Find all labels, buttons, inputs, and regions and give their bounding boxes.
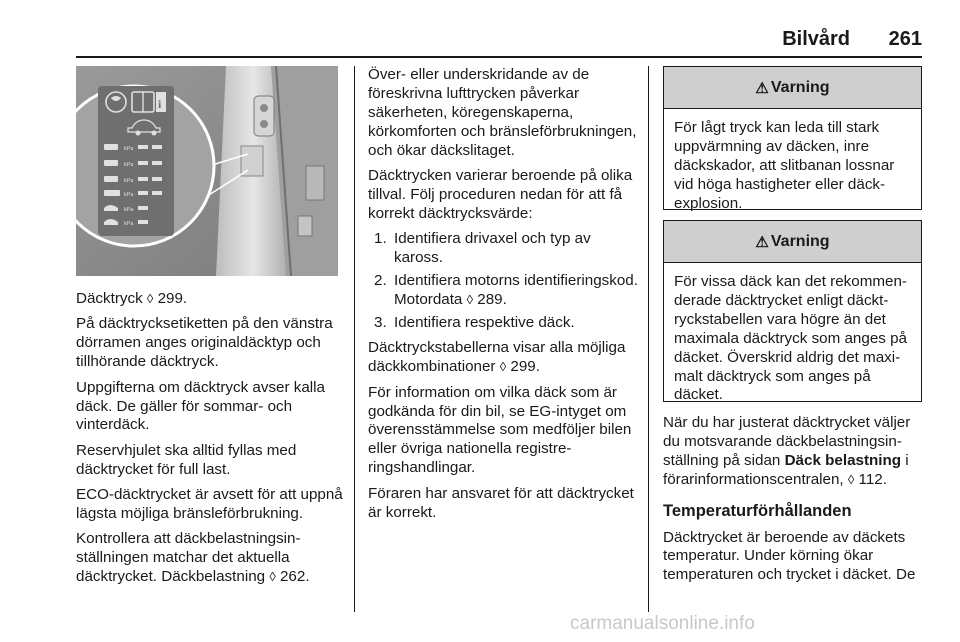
warning-header — [664, 221, 921, 263]
figure-unit-4: kPa — [124, 192, 134, 198]
paragraph-pressure-tables: Däcktryckstabellerna visar alla möjliga däckkombinationer ◊ 299. — [368, 339, 626, 376]
warning-body: För lågt tryck kan leda till stark uppvärmning av däcken, inre däckskador, att slitbanan lossnar vid höga hastigheter eller däckexplosion. — [674, 119, 895, 212]
reference-arrow-icon: ◊ — [269, 569, 276, 585]
paragraph-load-selection: När du har justerat däcktrycket väljer du motsvarande däckbelastningsinställning på sidan Däck belastning i förarinformationscentralen, ◊ 112. — [663, 414, 911, 488]
warning-header — [664, 67, 921, 109]
paragraph-spare-wheel: Reservhjulet ska alltid fyllas med däcktrycket för full last. — [76, 441, 297, 478]
figure-unit-1: kPa — [124, 146, 134, 152]
paragraph-eco-pressure: ECO-däcktrycket är avsett för att uppnå lägsta möjliga bränsleförbrukning. — [76, 486, 343, 523]
paragraph-driver-responsibility: Föraren har ansvaret för att däcktrycket är korrekt. — [368, 484, 634, 521]
list-item: 2. Identifiera motorns identifieringskod. Motordata ◊ 289. — [374, 272, 638, 308]
paragraph-pressure-effects: Över- eller underskridande av de föreskrivna lufttrycken påverkar säkerheten, köregenskaperna, körkomforten och bränsleförbrukningen, och ökar däckslitaget. — [368, 66, 637, 159]
column-1 — [76, 290, 344, 594]
page-link-289[interactable]: 289. — [477, 290, 507, 308]
paragraph-approved-tyres: För information om vilka däck som är godkända för din bil, se EG-intyget om överensstämmelse som medföljer bilen eller övriga nationella registreringshandlingar. — [368, 383, 632, 477]
reference-arrow-icon: ◊ — [499, 359, 507, 375]
paragraph-label-location: På däcktrycksetiketten på den vänstra dörramen anges originaldäcktyp och tillhörande däcktryck. — [76, 315, 333, 371]
watermark: carmanualsonline.info — [570, 613, 755, 634]
header-rule — [76, 56, 922, 58]
figure-unit-5: kPa — [124, 207, 134, 213]
paragraph-temperature: Däcktrycket är beroende av däckets temperatur. Under körning ökar temperaturen och trycket i däcket. De — [663, 528, 916, 584]
procedure-steps — [368, 230, 638, 333]
list-item: 1. Identifiera drivaxel och typ av kaross. — [374, 230, 591, 267]
warning-body: För vissa däck kan det rekommenderade däcktrycket enligt däcktryckstabellen vara högre än det maximala däcktryck som anges på däcket. Överskrid aldrig det maximalt däcktryck som anges på däcket. — [674, 273, 907, 404]
page-number: 261 — [888, 28, 922, 50]
paragraph-load-setting: Kontrollera att däckbelastningsinställningen matchar det aktuella däcktrycket. Däckbelastning ◊ 262. — [76, 530, 310, 586]
figure-unit-2: kPa — [124, 162, 134, 168]
figure-unit-3: kPa — [124, 178, 134, 184]
tyre-pressure-label-figure — [76, 66, 338, 276]
page-link-262[interactable]: 262. — [279, 568, 310, 586]
column-divider-1 — [354, 66, 355, 612]
page-link-299[interactable]: 299. — [157, 290, 188, 307]
warning-box-low-pressure — [663, 66, 922, 210]
reference-arrow-icon: ◊ — [847, 471, 855, 487]
column-2 — [368, 66, 638, 529]
menu-item-tyre-load: Däck belastning — [784, 451, 902, 469]
subheading-temperature: Temperaturförhållanden — [663, 501, 852, 520]
page-link-112[interactable]: 112. — [858, 470, 887, 488]
warning-title: Varning — [770, 232, 830, 250]
column-3 — [663, 414, 925, 592]
figure-unit-6: kPa — [124, 221, 134, 227]
reference-arrow-icon: ◊ — [146, 291, 154, 306]
page-header — [0, 0, 960, 60]
tyre-pressure-reference: Däcktryck ◊ 299. — [76, 290, 188, 307]
paragraph-procedure-intro: Däcktrycken varierar beroende på olika tillval. Följ proceduren nedan för att få korrekt däcktrycksvärde: — [368, 167, 633, 222]
warning-title: Varning — [770, 78, 830, 96]
section-title: Bilvård — [782, 28, 850, 50]
warning-box-max-pressure — [663, 220, 922, 402]
page-link-299[interactable]: 299. — [510, 358, 540, 376]
paragraph-cold-tyres: Uppgifterna om däcktryck avser kalla däck. De gäller för sommar- och vinterdäck. — [76, 378, 326, 434]
warning-triangle-icon: ⚠ — [755, 233, 769, 251]
door-frame-illustration — [76, 66, 338, 276]
reference-arrow-icon: ◊ — [466, 291, 474, 307]
svg-text:i: i — [158, 97, 162, 111]
column-divider-2 — [648, 66, 649, 612]
list-item: 3. Identifiera respektive däck. — [374, 313, 575, 331]
warning-triangle-icon: ⚠ — [755, 79, 769, 97]
